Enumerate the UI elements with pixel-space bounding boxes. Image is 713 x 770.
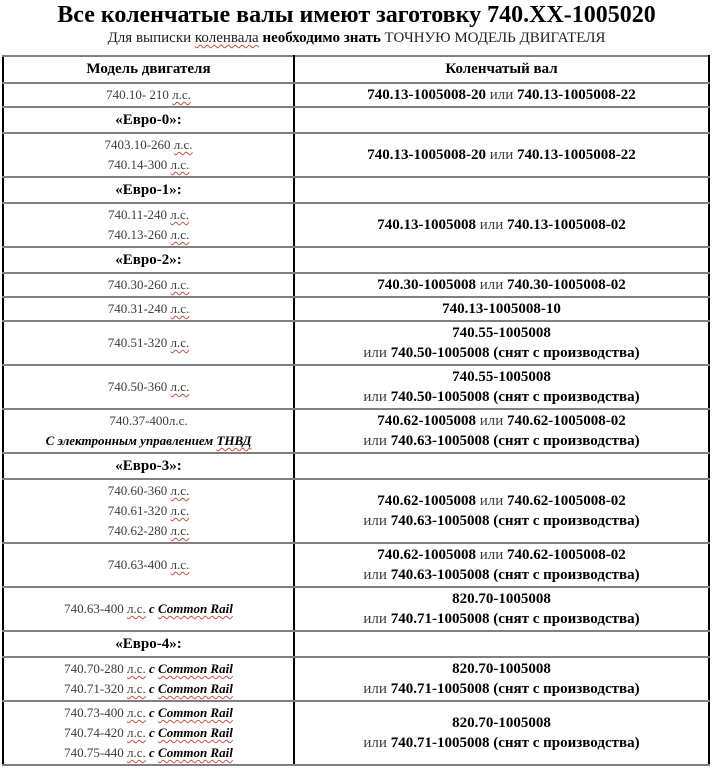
- crankshaft-cell: [294, 365, 709, 409]
- text-line: [8, 299, 289, 319]
- crankshaft-cell: [294, 587, 709, 631]
- text-segment: 740.13-1005008-22: [517, 87, 636, 103]
- text-segment: 740.30-260: [107, 277, 171, 292]
- text-segment: 740.14-300: [107, 157, 171, 172]
- table-row: [3, 701, 709, 765]
- text-line: [299, 411, 704, 431]
- text-segment: «Евро-1»:: [115, 182, 182, 198]
- text-segment: Common Rail: [158, 601, 233, 616]
- crankshaft-cell: [294, 321, 709, 365]
- text-segment: Common Rail: [158, 725, 233, 740]
- text-line: [8, 333, 289, 353]
- text-line: [8, 205, 289, 225]
- crankshaft-cell: [294, 247, 709, 273]
- text-segment: или: [475, 413, 508, 429]
- text-segment: коленвала: [194, 30, 259, 46]
- text-segment: л.с.: [172, 87, 191, 102]
- text-line: [299, 733, 704, 753]
- text-segment: ТОЧНУЮ МОДЕЛЬ ДВИГАТЕЛЯ: [380, 30, 606, 46]
- crankshaft-cell: [294, 479, 709, 543]
- text-segment: 740.60-360: [107, 483, 171, 498]
- section-row: [3, 631, 709, 657]
- text-line: [299, 511, 704, 531]
- engine-model-cell: [3, 543, 294, 587]
- text-segment: 740.13-1005008-22: [517, 147, 636, 163]
- text-line: [8, 743, 289, 763]
- text-segment: 820.70-1005008: [452, 715, 551, 731]
- text-segment: 740.73-400: [64, 705, 127, 720]
- text-line: [299, 589, 704, 609]
- text-segment: 740.13-1005008-20: [367, 87, 486, 103]
- text-segment: 740.63-400: [107, 557, 171, 572]
- text-segment: с: [149, 661, 159, 676]
- text-line: [299, 679, 704, 699]
- engine-model-cell: [3, 203, 294, 247]
- table-body: [3, 83, 709, 765]
- text-line: [299, 145, 704, 165]
- column-header-engine-model: Модель двигателя: [3, 56, 294, 83]
- crankshaft-table: [2, 55, 710, 766]
- text-segment: Common Rail: [158, 745, 233, 760]
- text-segment: необходимо знать: [262, 30, 381, 46]
- euro-class-cell: [3, 177, 294, 203]
- text-segment: 740.61-320: [107, 503, 171, 518]
- text-segment: или: [363, 735, 391, 751]
- section-row: [3, 247, 709, 273]
- text-line: [8, 521, 289, 541]
- text-segment: «Евро-4»:: [115, 636, 182, 652]
- text-segment: л.с.: [170, 301, 190, 316]
- text-segment: 740.37-400л.с.: [109, 413, 188, 428]
- text-line: [299, 387, 704, 407]
- text-segment: л.с.: [170, 207, 190, 222]
- text-segment: или: [363, 611, 391, 627]
- text-segment: 740.50-360: [107, 379, 171, 394]
- text-line: [8, 634, 289, 654]
- text-segment: л.с.: [170, 277, 190, 292]
- text-segment: 740.62-1005008: [377, 547, 476, 563]
- text-segment: ТНВД: [216, 433, 252, 448]
- text-segment: л.с.: [127, 661, 146, 676]
- text-segment: 740.13-1005008: [377, 217, 476, 233]
- text-segment: или: [485, 87, 518, 103]
- text-segment: 740.62-1005008-02: [507, 547, 626, 563]
- text-segment: 740.62-1005008-02: [507, 413, 626, 429]
- text-line: [299, 713, 704, 733]
- text-segment: л.с.: [170, 523, 190, 538]
- text-line: [299, 609, 704, 629]
- euro-class-cell: [3, 247, 294, 273]
- text-line: [299, 85, 704, 105]
- text-segment: «Евро-0»:: [115, 112, 182, 128]
- text-line: [8, 250, 289, 270]
- crankshaft-cell: [294, 297, 709, 321]
- text-segment: или: [363, 681, 391, 697]
- text-segment: 740.62-1005008: [377, 493, 476, 509]
- text-segment: или: [475, 493, 508, 509]
- crankshaft-cell: [294, 409, 709, 453]
- engine-model-cell: [3, 587, 294, 631]
- text-line: [299, 367, 704, 387]
- header-row: [3, 56, 709, 83]
- text-segment: с: [149, 705, 159, 720]
- text-segment: Common Rail: [158, 681, 233, 696]
- text-segment: 740.71-1005008 (снят с производства): [390, 681, 640, 697]
- crankshaft-cell: [294, 177, 709, 203]
- text-segment: «Евро-2»:: [115, 252, 182, 268]
- text-segment: 740.55-1005008: [452, 369, 551, 385]
- table-row: [3, 479, 709, 543]
- text-segment: или: [475, 547, 508, 563]
- document-page: [0, 2, 713, 766]
- text-segment: с: [149, 725, 159, 740]
- text-line: [8, 180, 289, 200]
- text-segment: 740.74-420: [64, 725, 127, 740]
- text-line: [8, 110, 289, 130]
- engine-model-cell: [3, 273, 294, 297]
- engine-model-cell: [3, 297, 294, 321]
- euro-class-cell: [3, 453, 294, 479]
- text-line: [8, 723, 289, 743]
- text-segment: 740.13-260: [107, 227, 171, 242]
- crankshaft-cell: [294, 657, 709, 701]
- text-segment: 740.51-320: [107, 335, 171, 350]
- text-line: [8, 155, 289, 175]
- text-segment: 740.11-240: [107, 207, 171, 222]
- section-row: [3, 453, 709, 479]
- euro-class-cell: [3, 631, 294, 657]
- engine-model-cell: [3, 479, 294, 543]
- text-line: [8, 659, 289, 679]
- section-row: [3, 177, 709, 203]
- engine-model-cell: [3, 321, 294, 365]
- text-line: [8, 599, 289, 619]
- engine-model-cell: [3, 133, 294, 177]
- engine-model-cell: [3, 701, 294, 765]
- table-row: [3, 365, 709, 409]
- table-row: [3, 297, 709, 321]
- crankshaft-cell: [294, 203, 709, 247]
- text-segment: 740.13-1005008-20: [367, 147, 486, 163]
- text-segment: 740.30-1005008-02: [507, 277, 626, 293]
- text-line: [299, 343, 704, 363]
- page-subtitle: [0, 29, 713, 47]
- text-segment: 740.70-280: [64, 661, 127, 676]
- text-line: [8, 431, 289, 451]
- text-segment: С электронным управлением: [45, 433, 217, 448]
- text-line: [8, 456, 289, 476]
- text-segment: 740.13-1005008-02: [507, 217, 626, 233]
- text-segment: или: [363, 433, 391, 449]
- text-segment: или: [363, 389, 391, 405]
- text-segment: л.с.: [170, 157, 190, 172]
- text-segment: 740.31-240: [107, 301, 171, 316]
- text-segment: 740.50-1005008 (снят с производства): [390, 345, 640, 361]
- text-segment: 740.62-1005008-02: [507, 493, 626, 509]
- text-segment: 7403.10-260: [104, 137, 174, 152]
- text-segment: Для выписки: [107, 30, 195, 46]
- text-segment: или: [363, 513, 391, 529]
- text-line: [299, 565, 704, 585]
- text-line: [8, 501, 289, 521]
- text-segment: л.с.: [170, 483, 190, 498]
- table-row: [3, 273, 709, 297]
- engine-model-cell: [3, 83, 294, 107]
- text-segment: л.с.: [170, 379, 190, 394]
- table-row: [3, 587, 709, 631]
- text-line: [8, 411, 289, 431]
- text-segment: 740.50-1005008 (снят с производства): [390, 389, 640, 405]
- engine-model-cell: [3, 365, 294, 409]
- crankshaft-cell: [294, 133, 709, 177]
- table-row: [3, 83, 709, 107]
- text-segment: Common Rail: [158, 661, 233, 676]
- text-segment: 740.71-320: [64, 681, 127, 696]
- text-segment: или: [363, 567, 391, 583]
- text-segment: 740.75-440: [64, 745, 127, 760]
- crankshaft-cell: [294, 273, 709, 297]
- text-line: [8, 225, 289, 245]
- text-segment: л.с.: [170, 557, 190, 572]
- engine-model-cell: [3, 409, 294, 453]
- text-line: [8, 703, 289, 723]
- text-line: [299, 491, 704, 511]
- text-line: [8, 377, 289, 397]
- text-line: [8, 275, 289, 295]
- crankshaft-cell: [294, 631, 709, 657]
- text-segment: с: [149, 681, 159, 696]
- crankshaft-cell: [294, 453, 709, 479]
- section-row: [3, 107, 709, 133]
- text-segment: 740.63-1005008 (снят с производства): [390, 513, 640, 529]
- text-segment: или: [485, 147, 518, 163]
- text-segment: 820.70-1005008: [452, 661, 551, 677]
- text-segment: Common Rail: [158, 705, 233, 720]
- text-segment: 740.55-1005008: [452, 325, 551, 341]
- table-row: [3, 657, 709, 701]
- text-segment: 740.71-1005008 (снят с производства): [390, 611, 640, 627]
- text-segment: 740.62-280: [107, 523, 171, 538]
- text-segment: 740.30-1005008: [377, 277, 476, 293]
- text-segment: л.с.: [170, 227, 190, 242]
- crankshaft-cell: [294, 701, 709, 765]
- text-line: [8, 135, 289, 155]
- table-row: [3, 543, 709, 587]
- text-segment: или: [363, 345, 391, 361]
- text-line: [8, 481, 289, 501]
- text-line: [299, 299, 704, 319]
- text-segment: л.с.: [127, 705, 146, 720]
- text-line: [8, 85, 289, 105]
- text-segment: 740.10- 210: [106, 87, 173, 102]
- column-header-crankshaft: Коленчатый вал: [294, 56, 709, 83]
- text-segment: 740.63-400: [64, 601, 127, 616]
- text-segment: 740.13-1005008-10: [442, 301, 561, 317]
- text-segment: л.с.: [170, 335, 190, 350]
- text-segment: 820.70-1005008: [452, 591, 551, 607]
- crankshaft-cell: [294, 543, 709, 587]
- table-row: [3, 203, 709, 247]
- table-row: [3, 133, 709, 177]
- table-row: [3, 321, 709, 365]
- text-line: [299, 659, 704, 679]
- text-segment: 740.71-1005008 (снят с производства): [390, 735, 640, 751]
- crankshaft-cell: [294, 107, 709, 133]
- text-line: [299, 215, 704, 235]
- text-segment: с: [149, 745, 159, 760]
- text-segment: л.с.: [127, 601, 146, 616]
- engine-model-cell: [3, 657, 294, 701]
- text-line: [299, 323, 704, 343]
- text-line: [299, 275, 704, 295]
- text-segment: с: [149, 601, 159, 616]
- text-line: [8, 555, 289, 575]
- text-segment: л.с.: [127, 681, 146, 696]
- crankshaft-cell: [294, 83, 709, 107]
- text-line: [8, 679, 289, 699]
- text-segment: 740.63-1005008 (снят с производства): [390, 433, 640, 449]
- text-segment: «Евро-3»:: [115, 458, 182, 474]
- text-segment: или: [475, 277, 508, 293]
- text-line: [299, 545, 704, 565]
- text-segment: л.с.: [170, 503, 190, 518]
- page-title: Все коленчатые валы имеют заготовку 740.ХХ-1005020: [57, 2, 656, 28]
- text-segment: 740.62-1005008: [377, 413, 476, 429]
- text-segment: л.с.: [127, 745, 146, 760]
- text-segment: или: [475, 217, 508, 233]
- euro-class-cell: [3, 107, 294, 133]
- text-segment: 740.63-1005008 (снят с производства): [390, 567, 640, 583]
- text-line: [299, 431, 704, 451]
- text-segment: л.с.: [173, 137, 193, 152]
- table-row: [3, 409, 709, 453]
- text-segment: л.с.: [127, 725, 146, 740]
